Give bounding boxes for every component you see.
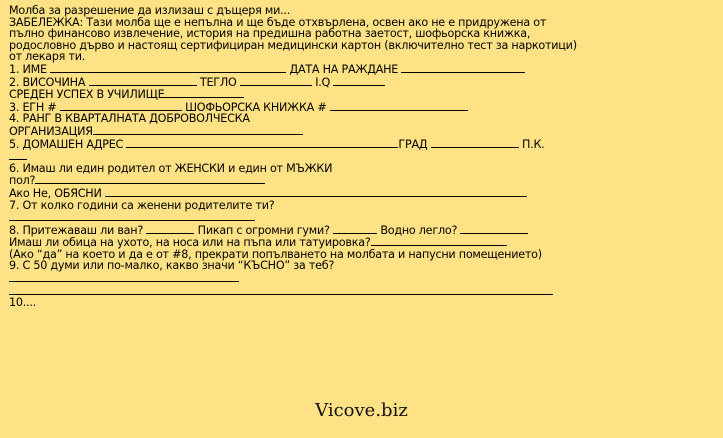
zip-blank[interactable] xyxy=(9,150,27,160)
note-line: от лекаря ти. xyxy=(9,50,86,64)
note-line: ЗАБЕЛЕЖКА: Тази молба ще е непълна и ще бъде отхвърлена, освен ако не е придружена от xyxy=(9,15,547,29)
late-blank-2[interactable] xyxy=(9,285,553,295)
organization-blank[interactable] xyxy=(93,125,303,135)
gpa-row xyxy=(9,88,721,101)
name-label: 1. ИМЕ xyxy=(9,62,47,76)
application-form xyxy=(9,5,721,309)
late-label: 9. С 50 думи или по-малко, какво значи “КЪСНО” за теб? xyxy=(9,259,335,273)
piercing-label: Имаш ли обица на ухото, на носа или на пъпа или татуировка? xyxy=(9,236,371,250)
married-blank[interactable] xyxy=(9,211,255,221)
van-label: 8. Притежаваш ли ван? xyxy=(9,223,144,237)
van-blank[interactable] xyxy=(146,224,194,234)
question-6-row xyxy=(9,163,721,175)
waterbed-blank[interactable] xyxy=(460,224,528,234)
sex-blank[interactable] xyxy=(35,174,265,184)
question-1-row xyxy=(9,63,721,76)
late-blank-1[interactable] xyxy=(9,272,239,282)
piercing-blank[interactable] xyxy=(371,236,507,246)
married-answer-row xyxy=(9,211,721,224)
note-line: пълно финансово извлечение, история на предишна работна заетост, шофьорска книжка, xyxy=(9,27,531,41)
height-label: 2. ВИСОЧИНА xyxy=(9,75,86,89)
question-5-row xyxy=(9,138,721,151)
gpa-label: СРЕДЕН УСПЕХ В УЧИЛИЩЕ xyxy=(9,88,165,102)
piercing-row xyxy=(9,236,721,249)
license-blank[interactable] xyxy=(330,101,468,111)
birthdate-label: ДАТА НА РАЖДАНЕ xyxy=(289,62,399,76)
pickup-blank[interactable] xyxy=(333,224,377,234)
pickup-label: Пикап с огромни гуми? xyxy=(197,223,330,237)
address-label: 5. ДОМАШЕН АДРЕС xyxy=(9,137,124,151)
question-10-label: 10.... xyxy=(9,296,36,310)
form-title: Молба за разрешение да излизаш с дъщеря ми... xyxy=(9,4,291,17)
question-8-note: (Ако “да” на което и да е от #8, прекрати попълването на молбата и напусни помещението) xyxy=(9,247,542,261)
license-label: ШОФЬОРСКА КНИЖКА # xyxy=(185,100,327,114)
iq-blank[interactable] xyxy=(333,76,385,86)
site-watermark: Vicove.biz xyxy=(315,400,408,421)
parents-sex-label: 6. Имаш ли един родител от ЖЕНСКИ и един от МЪЖКИ xyxy=(9,161,333,175)
sex-row xyxy=(9,174,721,187)
waterbed-label: Водно легло? xyxy=(380,223,458,237)
question-4-row xyxy=(9,113,721,125)
zip-label: П.К. xyxy=(522,137,545,151)
egn-blank[interactable] xyxy=(60,101,182,111)
explain-label: Ако Не, ОБЯСНИ xyxy=(9,186,102,200)
city-blank[interactable] xyxy=(431,138,519,148)
explain-blank[interactable] xyxy=(105,187,527,197)
question-10-row xyxy=(9,297,721,309)
city-label: ГРАД xyxy=(398,137,428,151)
iq-label: I.Q xyxy=(315,75,331,89)
sex-label: пол? xyxy=(9,174,36,188)
weight-label: ТЕГЛО xyxy=(199,75,237,89)
rank-label: 4. РАНГ В КВАРТАЛНАТА ДОБРОВОЛЧЕСКА xyxy=(9,112,250,126)
birthdate-blank[interactable] xyxy=(401,63,525,73)
late-answer-row-1 xyxy=(9,272,721,285)
question-9-row xyxy=(9,260,721,272)
question-2-row xyxy=(9,76,721,89)
address-blank[interactable] xyxy=(126,138,398,148)
weight-blank[interactable] xyxy=(240,76,312,86)
note-line: родословно дърво и настоящ сертифициран медицински картон (включително тест за наркотици) xyxy=(9,38,577,52)
late-answer-row-2 xyxy=(9,285,721,298)
organization-label: ОРГАНИЗАЦИЯ xyxy=(9,124,93,138)
married-label: 7. От колко години са женени родителите ти? xyxy=(9,198,275,212)
question-7-row xyxy=(9,200,721,212)
gpa-blank[interactable] xyxy=(164,88,244,98)
egn-label: 3. ЕГН # xyxy=(9,100,57,114)
name-blank[interactable] xyxy=(50,63,286,73)
organization-row xyxy=(9,125,721,138)
question-8-row xyxy=(9,224,721,237)
height-blank[interactable] xyxy=(89,76,197,86)
